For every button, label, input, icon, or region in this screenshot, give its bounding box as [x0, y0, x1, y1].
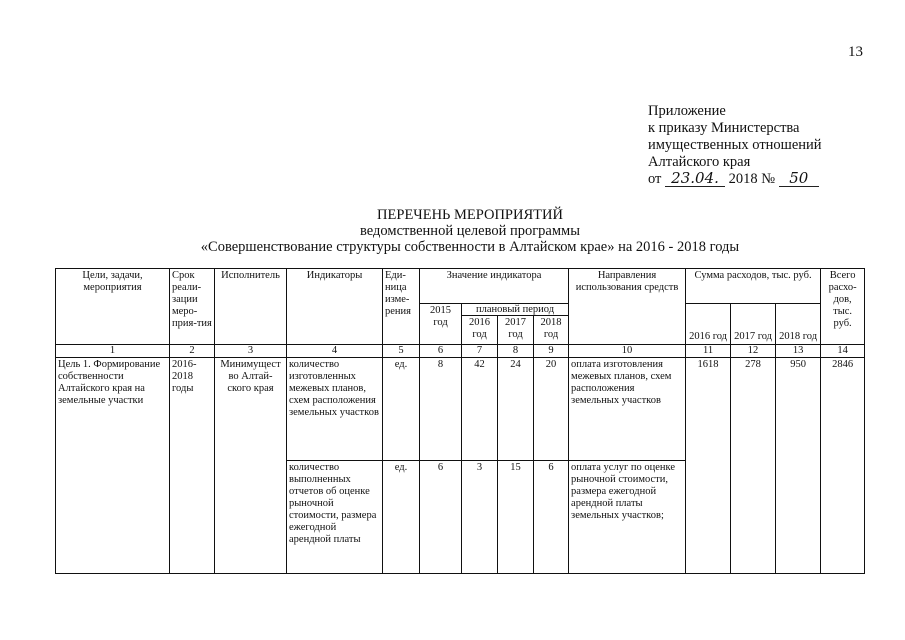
value-2016-cell: 3	[462, 461, 498, 574]
appendix-line: Приложение	[648, 103, 726, 119]
header-executor: Исполнитель	[215, 269, 287, 345]
value-2018-cell: 6	[534, 461, 569, 574]
header-expenses: Сумма расходов, тыс. руб.	[686, 269, 821, 304]
indicator-cell: количество выполненных отчетов об оценке рыночной стоимости, размера ежегодной арендной платы	[287, 461, 383, 574]
value-2016-cell: 42	[462, 358, 498, 461]
direction-cell: оплата изготовления межевых планов, схем расположения земельных участков	[569, 358, 686, 461]
value-2015-cell: 8	[420, 358, 462, 461]
header-2015: 2015 год	[420, 304, 462, 345]
column-number: 2	[170, 345, 215, 358]
title-line: ПЕРЕЧЕНЬ МЕРОПРИЯТИЙ	[377, 207, 563, 223]
expense-2016-cell: 1618	[686, 358, 731, 574]
header-unit: Еди-ница изме-рения	[383, 269, 420, 345]
expense-2018-cell: 950	[776, 358, 821, 574]
column-number: 5	[383, 345, 420, 358]
title-line: «Совершенствование структуры собственности в Алтайском крае» на 2016 - 2018 годы	[200, 239, 740, 255]
column-number: 9	[534, 345, 569, 358]
column-number: 13	[776, 345, 821, 358]
appendix-line: Алтайского края	[648, 154, 751, 170]
header-exp-2017: 2017 год	[731, 304, 776, 345]
page-number: 13	[848, 44, 863, 60]
appendix-line: имущественных отношений	[648, 137, 822, 153]
header-exp-2016: 2016 год	[686, 304, 731, 345]
term-cell: 2016-2018 годы	[170, 358, 215, 574]
header-2017: 2017 год	[498, 316, 534, 345]
year-label: 2018 №	[728, 171, 776, 187]
column-number: 8	[498, 345, 534, 358]
executor-cell: Минимущест во Алтай-ского края	[215, 358, 287, 574]
measures-table	[55, 268, 865, 574]
handwritten-number: 50	[779, 171, 819, 187]
appendix-line: к приказу Министерства	[648, 120, 800, 136]
goal-cell: Цель 1. Формирование собственности Алтайского края на земельные участки	[56, 358, 170, 574]
unit-cell: ед.	[383, 358, 420, 461]
unit-cell: ед.	[383, 461, 420, 574]
value-2018-cell: 20	[534, 358, 569, 461]
expense-2017-cell: 278	[731, 358, 776, 574]
column-number: 4	[287, 345, 383, 358]
column-number-row	[56, 345, 865, 358]
value-2017-cell: 15	[498, 461, 534, 574]
header-directions: Направления использования средств	[569, 269, 686, 345]
header-indicator-value: Значение индикатора	[420, 269, 569, 304]
header-exp-2018: 2018 год	[776, 304, 821, 345]
column-number: 1	[56, 345, 170, 358]
column-number: 14	[821, 345, 865, 358]
value-2015-cell: 6	[420, 461, 462, 574]
column-number: 6	[420, 345, 462, 358]
table-row	[56, 358, 865, 461]
header-total: Всего расхо-дов, тыс. руб.	[821, 269, 865, 345]
handwritten-date: 23.04.	[665, 171, 725, 187]
appendix-block	[648, 103, 822, 188]
header-2018: 2018 год	[534, 316, 569, 345]
header-row	[56, 269, 865, 304]
column-number: 10	[569, 345, 686, 358]
header-indicators: Индикаторы	[287, 269, 383, 345]
value-2017-cell: 24	[498, 358, 534, 461]
column-number: 7	[462, 345, 498, 358]
header-term: Срок реали-зации меро-прия-тия	[170, 269, 215, 345]
column-number: 3	[215, 345, 287, 358]
column-number: 11	[686, 345, 731, 358]
column-number: 12	[731, 345, 776, 358]
title-line: ведомственной целевой программы	[360, 223, 580, 239]
header-2016: 2016 год	[462, 316, 498, 345]
header-goals: Цели, задачи, мероприятия	[56, 269, 170, 345]
direction-cell: оплата услуг по оценке рыночной стоимости, размера ежегодной арендной платы земельных участков;	[569, 461, 686, 574]
header-planned-period: плановый период	[462, 304, 569, 316]
indicator-cell: количество изготовленных межевых планов, схем расположения земельных участков	[287, 358, 383, 461]
date-prefix: от	[648, 171, 662, 187]
document-title	[140, 207, 800, 255]
appendix-date-line	[648, 171, 822, 188]
total-cell: 2846	[821, 358, 865, 574]
